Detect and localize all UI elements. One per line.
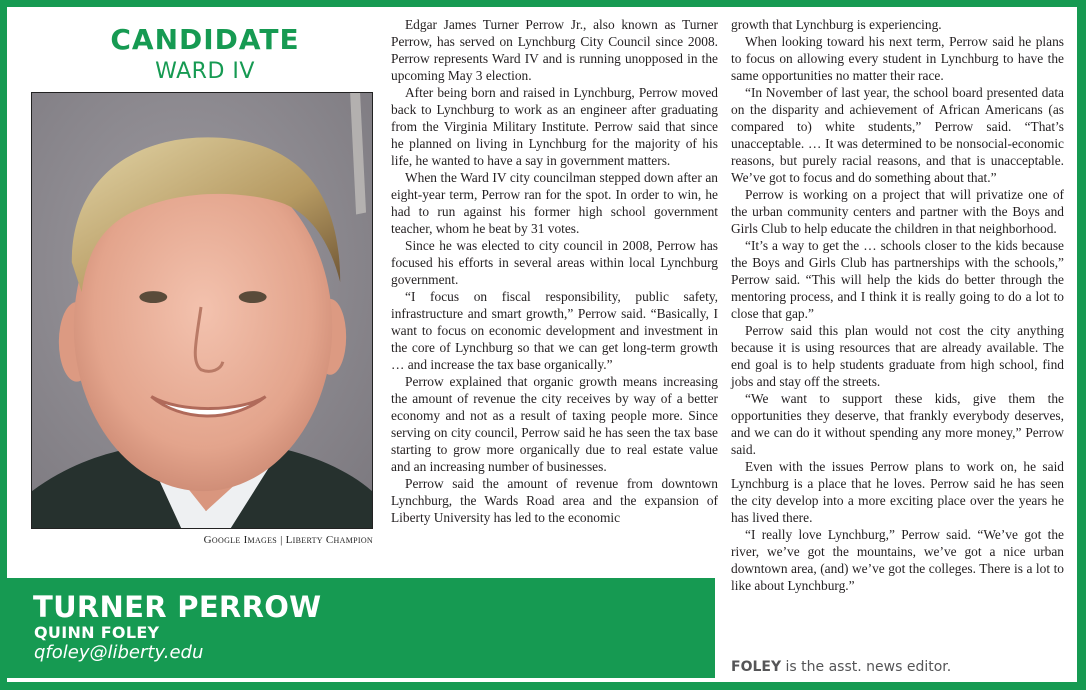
paragraph: “We want to support these kids, give them the opportunities they deserve, that frankly everybody deserves, and we can do it without spending any more money,” Perrow said.	[731, 391, 1064, 457]
paragraph-continuation: growth that Lynchburg is experiencing.	[731, 17, 942, 32]
paragraph: Perrow said this plan would not cost the city anything because it is using resources that are already available. The end goal is to help students graduate from high school, find jobs and stay off the streets.	[731, 323, 1064, 389]
headline-band	[7, 578, 715, 678]
paragraph: “It’s a way to get the … schools closer to the kids because the Boys and Girls Club has partnerships with the schools,” Perrow said. “This will help the kids do better through the mentoring process, and I think it is really going to do a lot to close that gap.”	[731, 238, 1064, 321]
kicker-label: CANDIDATE	[110, 23, 300, 56]
article-column-1	[391, 16, 718, 526]
article-column-2	[731, 16, 1064, 594]
page-border-bottom	[7, 682, 1077, 690]
paragraph: After being born and raised in Lynchburg, Perrow moved back to Lynchburg to work as an engineer after graduating from the Virginia Military Institute. Perrow said that since he planned on living in Lynchburg for the majority of his life, he wanted to have a say in government matters.	[391, 85, 718, 168]
kicker-ward: WARD IV	[155, 59, 255, 84]
candidate-photo	[31, 92, 373, 529]
section-kicker	[7, 24, 403, 86]
paragraph: Perrow is working on a project that will privatize one of the urban community centers and partner with the Boys and Girls Club to help educate the children in that neighborhood.	[731, 187, 1064, 236]
paragraph: When the Ward IV city councilman stepped down after an eight-year term, Perrow ran for the spot. In order to win, he had to run against his former high school government teacher, whom he beat by 31 votes.	[391, 170, 718, 236]
paragraph: “I really love Lynchburg,” Perrow said. “We’ve got the river, we’ve got the mountains, we’ve got a nice urban downtown area, (and) we’ve got the colleges. There is a lot to like about Lynchburg.”	[731, 527, 1064, 593]
paragraph: “I focus on fiscal responsibility, public safety, infrastructure and smart growth,” Perrow said. “Basically, I want to focus on economic development and investment in the core of Lynchburg so that we can get long-term growth … and increase the tax base organically.”	[391, 289, 718, 372]
candidate-name-headline: TURNER PERROW	[33, 590, 322, 624]
paragraph: When looking toward his next term, Perrow said he plans to focus on allowing every student in Lynchburg to have the same opportunities no matter their race.	[731, 34, 1064, 83]
paragraph: Even with the issues Perrow plans to work on, he said Lynchburg is a place that he loves. Perrow said he has seen the city develop into a more exciting place over the years he has lived there.	[731, 459, 1064, 525]
newspaper-page	[7, 7, 1077, 682]
paragraph: Edgar James Turner Perrow Jr., also known as Turner Perrow, has served on Lynchburg City Council since 2008. Perrow represents Ward IV and is running unopposed in the upcoming May 3 election.	[391, 17, 718, 83]
tagline-name: FOLEY	[731, 659, 782, 675]
paragraph: Perrow explained that organic growth means increasing the amount of revenue the city receives by way of a better economy and not as a result of taxing people more. Since serving on city council, Perrow said he has seen the tax base starting to grow more organically due to real estate value and an increasing number of businesses.	[391, 374, 718, 474]
photo-credit: Google Images | Liberty Champion	[203, 534, 373, 546]
paragraph: Since he was elected to city council in 2008, Perrow has focused his efforts in several areas within local Lynchburg government.	[391, 238, 718, 287]
paragraph: Perrow said the amount of revenue from downtown Lynchburg, the Wards Road area and the expansion of Liberty University has led to the economic	[391, 476, 718, 525]
portrait-image	[32, 93, 372, 528]
byline-author: QUINN FOLEY	[34, 623, 160, 642]
tagline-text: is the asst. news editor.	[781, 659, 952, 675]
paragraph: “In November of last year, the school board presented data on the disparity and achievement of African Americans (as compared to) white students,” Perrow said. “That’s unacceptable. … It was determined to be nonsocial-economic reasons, but purely racial reasons, and that is unacceptable. We’ve got to focus and do something about that.”	[731, 85, 1064, 185]
author-tagline	[731, 659, 951, 675]
byline-email[interactable]: qfoley@liberty.edu	[34, 642, 204, 663]
